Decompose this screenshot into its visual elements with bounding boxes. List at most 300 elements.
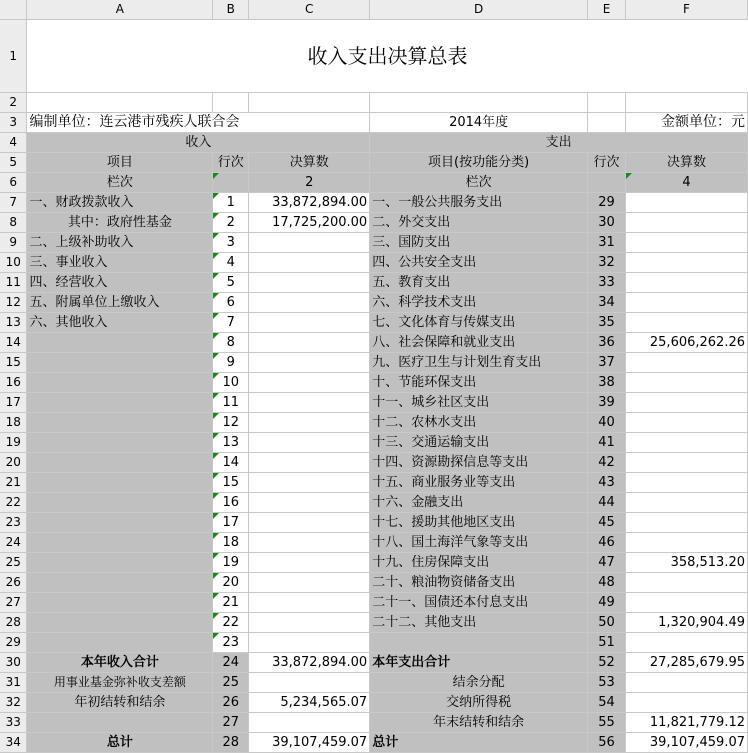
sheet-row-15 xyxy=(0,353,748,373)
sheet-row-3 xyxy=(0,113,748,133)
income-tax-amount[interactable] xyxy=(626,693,748,713)
green-triangle-marker xyxy=(213,173,219,179)
expense-item-cell[interactable]: 十一、城乡社区支出 xyxy=(370,393,588,413)
expense-amount-cell[interactable] xyxy=(626,413,748,433)
income-item-cell[interactable] xyxy=(27,493,213,513)
expense-item-cell[interactable]: 十三、交通运输支出 xyxy=(370,433,588,453)
income-item-header[interactable]: 项目 xyxy=(27,153,213,173)
income-rowno-cell[interactable] xyxy=(213,293,249,313)
income-amount-cell[interactable] xyxy=(249,513,370,533)
sheet-row-6 xyxy=(0,173,748,193)
sheet-row-30 xyxy=(0,653,748,673)
expense-item-cell[interactable]: 十四、资源勘探信息等支出 xyxy=(370,453,588,473)
row-header-12[interactable]: 12 xyxy=(0,293,27,313)
income-rowno-cell[interactable] xyxy=(213,213,249,233)
expense-rowno-header[interactable]: 行次 xyxy=(588,153,626,173)
expense-lanci-cell[interactable]: 栏次 xyxy=(370,173,588,193)
row-header-21[interactable]: 21 xyxy=(0,473,27,493)
expense-rowno-cell[interactable]: 46 xyxy=(588,533,626,553)
expense-amount-cell[interactable] xyxy=(626,213,748,233)
expense-item-cell[interactable]: 二十一、国债还本付息支出 xyxy=(370,593,588,613)
income-amount-header[interactable]: 决算数 xyxy=(249,153,370,173)
expense-amount-cell[interactable] xyxy=(626,453,748,473)
row-header-24[interactable]: 24 xyxy=(0,533,27,553)
income-item-cell[interactable]: 六、其他收入 xyxy=(27,313,213,333)
expense-rowno-cell[interactable]: 40 xyxy=(588,413,626,433)
expense-amount-cell[interactable] xyxy=(626,493,748,513)
income-amount-cell[interactable] xyxy=(249,373,370,393)
green-triangle-marker xyxy=(213,333,219,339)
income-amount-cell[interactable] xyxy=(249,493,370,513)
sheet-row-14 xyxy=(0,333,748,353)
row-header-32[interactable]: 32 xyxy=(0,693,27,713)
income-rowno-cell[interactable] xyxy=(213,273,249,293)
expense-amount-cell[interactable] xyxy=(626,313,748,333)
row-header-11[interactable]: 11 xyxy=(0,273,27,293)
income-rowno-cell[interactable] xyxy=(213,573,249,593)
expense-amount-cell[interactable] xyxy=(626,473,748,493)
income-rowno-cell[interactable] xyxy=(213,493,249,513)
income-rowno-cell[interactable] xyxy=(213,313,249,333)
expense-amount-cell[interactable] xyxy=(626,513,748,533)
row-header-16[interactable]: 16 xyxy=(0,373,27,393)
expense-amount-cell[interactable] xyxy=(626,533,748,553)
expense-item-cell[interactable]: 十七、援助其他地区支出 xyxy=(370,513,588,533)
expense-rowno-cell[interactable]: 39 xyxy=(588,393,626,413)
income-item-cell[interactable] xyxy=(27,433,213,453)
sheet-row-17 xyxy=(0,393,748,413)
column-header-f[interactable]: F xyxy=(626,0,748,20)
opening-balance-label[interactable]: 年初结转和结余 xyxy=(27,693,213,713)
income-item-cell[interactable] xyxy=(27,593,213,613)
expense-item-cell[interactable]: 十八、国土海洋气象等支出 xyxy=(370,533,588,553)
green-triangle-marker xyxy=(213,473,219,479)
row-header-10[interactable]: 10 xyxy=(0,253,27,273)
income-item-cell[interactable] xyxy=(27,333,213,353)
surplus-distribution-amount[interactable] xyxy=(626,673,748,693)
income-rowno-cell[interactable] xyxy=(213,553,249,573)
fund-make-up-rowno[interactable]: 25 xyxy=(213,673,249,693)
row-header-4[interactable]: 4 xyxy=(0,133,27,153)
income-rowno-text: 23 xyxy=(222,635,240,650)
expense-header-cell[interactable]: 支出 xyxy=(370,133,748,153)
green-triangle-marker xyxy=(213,273,219,279)
row-header-2[interactable]: 2 xyxy=(0,93,27,113)
income-amount-cell[interactable] xyxy=(249,293,370,313)
expense-rowno-cell[interactable]: 31 xyxy=(588,233,626,253)
income-item-cell[interactable] xyxy=(27,573,213,593)
income-rowno-text: 14 xyxy=(222,455,240,470)
income-rowno-cell[interactable] xyxy=(213,453,249,473)
expense-rowno-cell[interactable]: 43 xyxy=(588,473,626,493)
cell-d2[interactable] xyxy=(370,93,588,113)
income-rowno-text: 11 xyxy=(222,395,240,410)
income-amount-cell[interactable] xyxy=(249,393,370,413)
income-item-cell[interactable] xyxy=(27,553,213,573)
expense-item-header[interactable]: 项目(按功能分类) xyxy=(370,153,588,173)
income-amount-cell[interactable] xyxy=(249,633,370,653)
green-triangle-marker xyxy=(213,193,219,199)
expense-item-cell[interactable]: 二十、粮油物资储备支出 xyxy=(370,573,588,593)
expense-rowno-cell[interactable]: 35 xyxy=(588,313,626,333)
expense-item-cell[interactable]: 二、外交支出 xyxy=(370,213,588,233)
expense-item-cell[interactable] xyxy=(370,633,588,653)
expense-rowno-cell[interactable]: 44 xyxy=(588,493,626,513)
expense-amount-cell[interactable] xyxy=(626,433,748,453)
select-all-corner[interactable] xyxy=(0,0,27,20)
income-rowno-text: 9 xyxy=(226,355,235,370)
income-rowno-cell[interactable] xyxy=(213,533,249,553)
row-header-3[interactable]: 3 xyxy=(0,113,27,133)
expense-item-cell[interactable]: 三、国防支出 xyxy=(370,233,588,253)
cell-e2[interactable] xyxy=(588,93,626,113)
row-header-29[interactable]: 29 xyxy=(0,633,27,653)
sheet-row-13 xyxy=(0,313,748,333)
row-header-14[interactable]: 14 xyxy=(0,333,27,353)
expense-amount-header[interactable]: 决算数 xyxy=(626,153,748,173)
expense-item-cell[interactable]: 六、科学技术支出 xyxy=(370,293,588,313)
income-rowno-text: 12 xyxy=(222,415,240,430)
row-header-31[interactable]: 31 xyxy=(0,673,27,693)
income-amount-cell[interactable] xyxy=(249,473,370,493)
green-triangle-marker xyxy=(213,573,219,579)
cell-f2[interactable] xyxy=(626,93,748,113)
expense-item-cell[interactable]: 七、文化体育与传媒支出 xyxy=(370,313,588,333)
column-header-row xyxy=(0,0,748,20)
expense-rowno-cell[interactable]: 32 xyxy=(588,253,626,273)
income-rowno-cell[interactable] xyxy=(213,253,249,273)
expense-item-cell[interactable]: 十六、金融支出 xyxy=(370,493,588,513)
green-triangle-marker xyxy=(213,433,219,439)
income-tax-rowno[interactable]: 54 xyxy=(588,693,626,713)
sheet-row-16 xyxy=(0,373,748,393)
income-rowno-text: 17 xyxy=(222,515,240,530)
income-header-cell[interactable]: 收入 xyxy=(27,133,370,153)
sheet-row-11 xyxy=(0,273,748,293)
income-item-cell[interactable]: 三、事业收入 xyxy=(27,253,213,273)
green-triangle-marker xyxy=(213,553,219,559)
sheet-row-5 xyxy=(0,153,748,173)
sheet-row-34 xyxy=(0,733,748,753)
expense-item-cell[interactable]: 十九、住房保障支出 xyxy=(370,553,588,573)
sheet-row-31 xyxy=(0,673,748,693)
expense-rowno-cell[interactable]: 36 xyxy=(588,333,626,353)
currency-unit-cell[interactable]: 金额单位：元 xyxy=(626,113,748,133)
cell-e3[interactable] xyxy=(588,113,626,133)
expense-rowno-cell[interactable]: 48 xyxy=(588,573,626,593)
row-header-6[interactable]: 6 xyxy=(0,173,27,193)
sheet-title[interactable]: 收入支出决算总表 xyxy=(27,20,748,93)
expense-item-cell[interactable]: 四、公共安全支出 xyxy=(370,253,588,273)
income-rowno-cell[interactable] xyxy=(213,593,249,613)
income-item-cell[interactable]: 二、上级补助收入 xyxy=(27,233,213,253)
green-triangle-marker xyxy=(213,353,219,359)
expense-rowno-cell[interactable]: 51 xyxy=(588,633,626,653)
opening-balance-rowno[interactable]: 26 xyxy=(213,693,249,713)
expense-rowno-cell[interactable]: 49 xyxy=(588,593,626,613)
income-amount-cell[interactable] xyxy=(249,353,370,373)
expense-rowno-cell[interactable]: 45 xyxy=(588,513,626,533)
income-item-cell[interactable] xyxy=(27,633,213,653)
income-amount-cell[interactable] xyxy=(249,413,370,433)
green-triangle-marker xyxy=(626,173,632,179)
expense-grand-total-amount[interactable]: 39,107,459.07 xyxy=(626,733,748,753)
income-amount-cell[interactable] xyxy=(249,553,370,573)
income-item-cell[interactable] xyxy=(27,473,213,493)
column-header-e[interactable]: E xyxy=(588,0,626,20)
fund-make-up-label[interactable]: 用事业基金弥补收支差额 xyxy=(27,673,213,693)
row-header-26[interactable]: 26 xyxy=(0,573,27,593)
sheet-row-26 xyxy=(0,573,748,593)
income-item-cell[interactable]: 五、附属单位上缴收入 xyxy=(27,293,213,313)
sheet-row-19 xyxy=(0,433,748,453)
income-grand-total-rowno[interactable]: 28 xyxy=(213,733,249,753)
income-rowno-header[interactable]: 行次 xyxy=(213,153,249,173)
expense-item-cell[interactable]: 九、医疗卫生与计划生育支出 xyxy=(370,353,588,373)
expense-amount-cell[interactable]: 25,606,262.26 xyxy=(626,333,748,353)
cell-b6[interactable] xyxy=(213,173,249,193)
income-item-cell[interactable] xyxy=(27,353,213,373)
green-triangle-marker xyxy=(213,393,219,399)
expense-rowno-cell[interactable]: 42 xyxy=(588,453,626,473)
income-rowno-cell[interactable] xyxy=(213,353,249,373)
closing-balance-label[interactable]: 年末结转和结余 xyxy=(370,713,588,733)
income-item-cell[interactable] xyxy=(27,513,213,533)
income-grand-total-amount[interactable]: 39,107,459.07 xyxy=(249,733,370,753)
income-subtotal-label[interactable]: 本年收入合计 xyxy=(27,653,213,673)
income-rowno-cell[interactable] xyxy=(213,373,249,393)
income-amount-cell[interactable] xyxy=(249,333,370,353)
expense-grand-total-rowno[interactable]: 56 xyxy=(588,733,626,753)
column-header-b[interactable]: B xyxy=(213,0,249,20)
row-header-5[interactable]: 5 xyxy=(0,153,27,173)
row-header-17[interactable]: 17 xyxy=(0,393,27,413)
income-rowno-cell[interactable] xyxy=(213,233,249,253)
cell-c33[interactable] xyxy=(249,713,370,733)
expense-amount-cell[interactable]: 1,320,904.49 xyxy=(626,613,748,633)
cell-a33[interactable] xyxy=(27,713,213,733)
income-amount-cell[interactable] xyxy=(249,233,370,253)
row-header-25[interactable]: 25 xyxy=(0,553,27,573)
income-amount-cell[interactable] xyxy=(249,253,370,273)
sheet-row-32 xyxy=(0,693,748,713)
row-header-9[interactable]: 9 xyxy=(0,233,27,253)
income-rowno-cell[interactable] xyxy=(213,473,249,493)
green-triangle-marker xyxy=(213,453,219,459)
sheet-row-7 xyxy=(0,193,748,213)
expense-amount-cell[interactable] xyxy=(626,393,748,413)
income-amount-cell[interactable] xyxy=(249,533,370,553)
expense-item-cell[interactable]: 一、一般公共服务支出 xyxy=(370,193,588,213)
income-rowno-cell[interactable] xyxy=(213,433,249,453)
income-item-cell[interactable] xyxy=(27,453,213,473)
income-item-cell[interactable] xyxy=(27,413,213,433)
sheet-row-21 xyxy=(0,473,748,493)
income-rowno-text: 8 xyxy=(226,335,235,350)
column-header-c[interactable]: C xyxy=(249,0,370,20)
row-header-8[interactable]: 8 xyxy=(0,213,27,233)
sheet-row-2 xyxy=(0,93,748,113)
row-header-19[interactable]: 19 xyxy=(0,433,27,453)
row-header-18[interactable]: 18 xyxy=(0,413,27,433)
expense-rowno-cell[interactable]: 41 xyxy=(588,433,626,453)
column-header-a[interactable]: A xyxy=(27,0,213,20)
cell-c2[interactable] xyxy=(249,93,370,113)
closing-balance-rowno[interactable]: 55 xyxy=(588,713,626,733)
income-grand-total-label[interactable]: 总计 xyxy=(27,733,213,753)
row-header-23[interactable]: 23 xyxy=(0,513,27,533)
expense-amount-cell[interactable] xyxy=(626,593,748,613)
row-header-1[interactable]: 1 xyxy=(0,20,27,93)
row-header-33[interactable]: 33 xyxy=(0,713,27,733)
expense-item-cell[interactable]: 五、教育支出 xyxy=(370,273,588,293)
income-rowno-cell[interactable] xyxy=(213,193,249,213)
income-rowno-text: 20 xyxy=(222,575,240,590)
row-header-30[interactable]: 30 xyxy=(0,653,27,673)
income-rowno-text: 19 xyxy=(222,555,240,570)
sheet-row-4 xyxy=(0,133,748,153)
income-rowno-text: 13 xyxy=(222,435,240,450)
column-header-d[interactable]: D xyxy=(370,0,588,20)
expense-rowno-cell[interactable]: 34 xyxy=(588,293,626,313)
expense-item-cell[interactable]: 十、节能环保支出 xyxy=(370,373,588,393)
sheet-row-8 xyxy=(0,213,748,233)
income-amount-cell[interactable]: 17,725,200.00 xyxy=(249,213,370,233)
expense-amount-cell[interactable] xyxy=(626,233,748,253)
sheet-row-18 xyxy=(0,413,748,433)
green-triangle-marker xyxy=(213,293,219,299)
row-header-22[interactable]: 22 xyxy=(0,493,27,513)
income-rowno-cell[interactable] xyxy=(213,413,249,433)
surplus-distribution-label[interactable]: 结余分配 xyxy=(370,673,588,693)
income-rowno-text: 1 xyxy=(226,195,235,210)
expense-amount-cell[interactable] xyxy=(626,293,748,313)
income-item-cell[interactable]: 四、经营收入 xyxy=(27,273,213,293)
income-rowno-text: 2 xyxy=(226,215,235,230)
closing-balance-amount[interactable]: 11,821,779.12 xyxy=(626,713,748,733)
expense-item-cell[interactable]: 八、社会保障和就业支出 xyxy=(370,333,588,353)
expense-amount-cell[interactable] xyxy=(626,253,748,273)
opening-balance-amount[interactable]: 5,234,565.07 xyxy=(249,693,370,713)
cell-e6[interactable] xyxy=(588,173,626,193)
income-amount-cell[interactable] xyxy=(249,433,370,453)
expense-amount-cell[interactable] xyxy=(626,373,748,393)
income-rowno-text: 10 xyxy=(222,375,240,390)
income-col-number-cell[interactable]: 2 xyxy=(249,173,370,193)
row-header-34[interactable]: 34 xyxy=(0,733,27,753)
income-lanci-cell[interactable]: 栏次 xyxy=(27,173,213,193)
expense-rowno-cell[interactable]: 38 xyxy=(588,373,626,393)
income-tax-label[interactable]: 交纳所得税 xyxy=(370,693,588,713)
income-amount-cell[interactable] xyxy=(249,593,370,613)
expense-amount-cell[interactable] xyxy=(626,633,748,653)
expense-item-cell[interactable]: 十五、商业服务业等支出 xyxy=(370,473,588,493)
income-rowno-cell[interactable] xyxy=(213,333,249,353)
income-subtotal-amount[interactable]: 33,872,894.00 xyxy=(249,653,370,673)
expense-amount-cell[interactable]: 358,513.20 xyxy=(626,553,748,573)
income-rowno-cell[interactable] xyxy=(213,633,249,653)
expense-amount-cell[interactable] xyxy=(626,193,748,213)
expense-rowno-cell[interactable]: 50 xyxy=(588,613,626,633)
income-rowno-text: 18 xyxy=(222,535,240,550)
fund-make-up-amount[interactable] xyxy=(249,673,370,693)
sheet-row-24 xyxy=(0,533,748,553)
green-triangle-marker xyxy=(213,313,219,319)
expense-item-cell[interactable]: 二十二、其他支出 xyxy=(370,613,588,633)
income-rowno-text: 6 xyxy=(226,295,235,310)
cell-b2[interactable] xyxy=(213,93,249,113)
sheet-row-1 xyxy=(0,20,748,93)
cell-a2[interactable] xyxy=(27,93,213,113)
green-triangle-marker xyxy=(213,373,219,379)
income-item-cell[interactable] xyxy=(27,373,213,393)
green-triangle-marker xyxy=(213,233,219,239)
expense-amount-cell[interactable] xyxy=(626,573,748,593)
income-rowno-cell[interactable] xyxy=(213,393,249,413)
green-triangle-marker xyxy=(213,613,219,619)
income-item-cell[interactable] xyxy=(27,533,213,553)
expense-amount-cell[interactable] xyxy=(626,353,748,373)
income-subtotal-rowno[interactable]: 24 xyxy=(213,653,249,673)
expense-rowno-cell[interactable]: 30 xyxy=(588,213,626,233)
green-triangle-marker xyxy=(213,533,219,539)
income-rowno-text: 16 xyxy=(222,495,240,510)
surplus-distribution-rowno[interactable]: 53 xyxy=(588,673,626,693)
income-rowno-cell[interactable] xyxy=(213,513,249,533)
org-unit-cell[interactable]: 编制单位：连云港市残疾人联合会 xyxy=(27,113,370,133)
income-item-cell[interactable]: 其中：政府性基金 xyxy=(27,213,213,233)
income-rowno-text: 15 xyxy=(222,475,240,490)
income-amount-cell[interactable] xyxy=(249,313,370,333)
row-header-27[interactable]: 27 xyxy=(0,593,27,613)
row-header-15[interactable]: 15 xyxy=(0,353,27,373)
income-item-cell[interactable] xyxy=(27,613,213,633)
income-amount-cell[interactable] xyxy=(249,573,370,593)
green-triangle-marker xyxy=(213,413,219,419)
income-rowno-text: 21 xyxy=(222,595,240,610)
row-header-20[interactable]: 20 xyxy=(0,453,27,473)
expense-subtotal-rowno[interactable]: 52 xyxy=(588,653,626,673)
expense-item-cell[interactable]: 十二、农林水支出 xyxy=(370,413,588,433)
expense-col-number-cell[interactable] xyxy=(626,173,748,193)
expense-subtotal-amount[interactable]: 27,285,679.95 xyxy=(626,653,748,673)
income-item-cell[interactable]: 一、财政拨款收入 xyxy=(27,193,213,213)
expense-rowno-cell[interactable]: 47 xyxy=(588,553,626,573)
row-header-7[interactable]: 7 xyxy=(0,193,27,213)
income-amount-cell[interactable] xyxy=(249,273,370,293)
expense-rowno-cell[interactable]: 33 xyxy=(588,273,626,293)
expense-rowno-cell[interactable]: 29 xyxy=(588,193,626,213)
sheet-row-9 xyxy=(0,233,748,253)
green-triangle-marker xyxy=(213,253,219,259)
expense-rowno-cell[interactable]: 37 xyxy=(588,353,626,373)
income-amount-cell[interactable] xyxy=(249,613,370,633)
expense-grand-total-label[interactable]: 总计 xyxy=(370,733,588,753)
green-triangle-marker xyxy=(213,593,219,599)
row-header-13[interactable]: 13 xyxy=(0,313,27,333)
cell-b33[interactable]: 27 xyxy=(213,713,249,733)
income-amount-cell[interactable] xyxy=(249,453,370,473)
expense-subtotal-label[interactable]: 本年支出合计 xyxy=(370,653,588,673)
expense-amount-cell[interactable] xyxy=(626,273,748,293)
income-item-cell[interactable] xyxy=(27,393,213,413)
row-header-28[interactable]: 28 xyxy=(0,613,27,633)
sheet-row-27 xyxy=(0,593,748,613)
income-amount-cell[interactable]: 33,872,894.00 xyxy=(249,193,370,213)
expense-col-number-text: 4 xyxy=(682,175,691,190)
income-rowno-cell[interactable] xyxy=(213,613,249,633)
year-cell[interactable]: 2014年度 xyxy=(370,113,588,133)
